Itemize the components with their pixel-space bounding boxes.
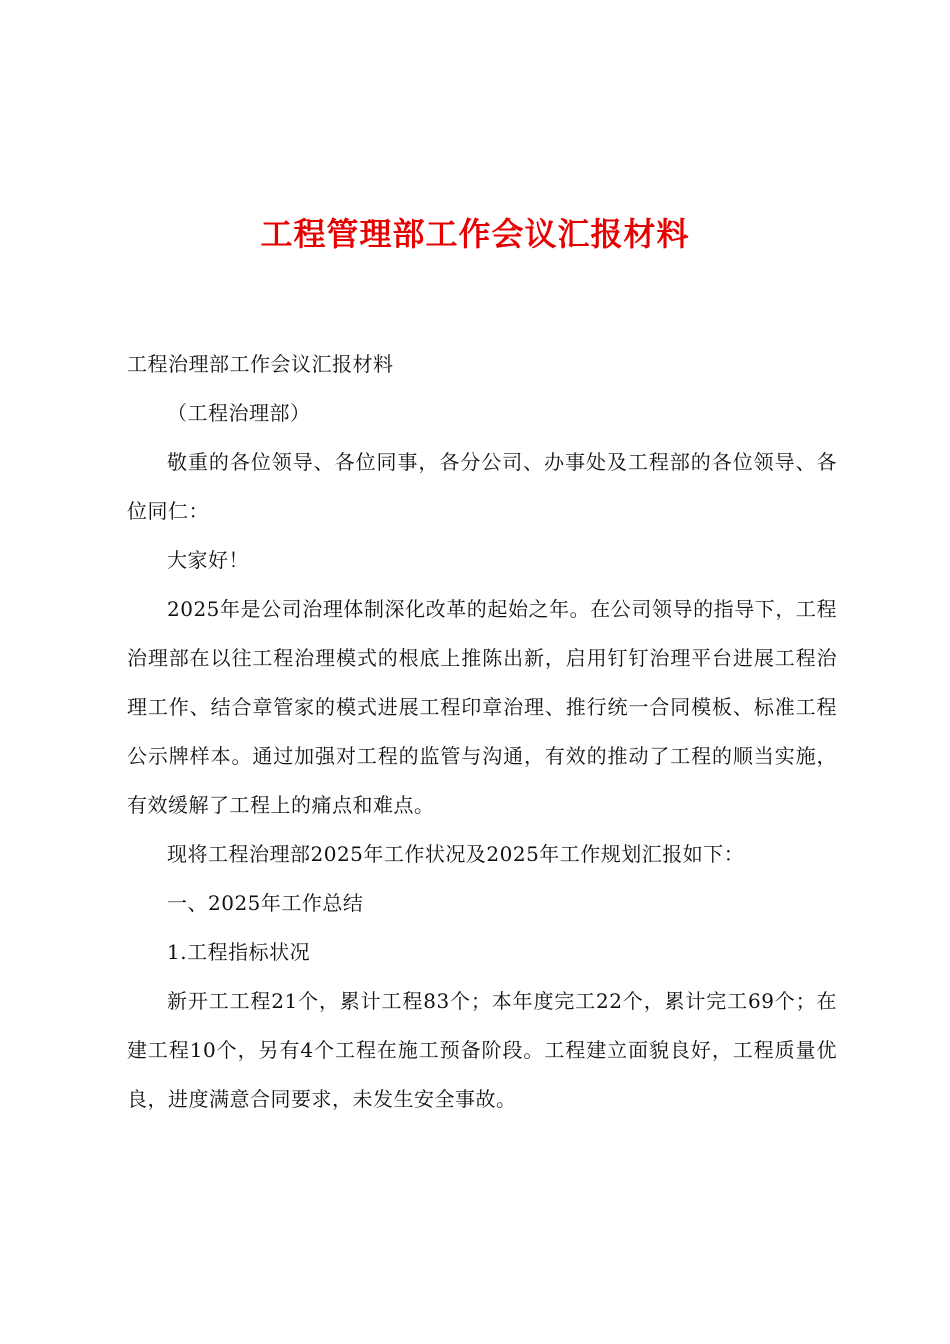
paragraph-greeting: 大家好！ (167, 548, 249, 572)
document-body (127, 340, 837, 1124)
paragraph-intro: 2025年是公司治理体制深化改革的起始之年。在公司领导的指导下，工程治理部在以往工程治理模式的根底上推陈出新，启用钉钉治理平台进展工程治理工作、结合章管家的模式进展工程印章治理、推行统一合同模板、标准工程公示牌样本。通过加强对工程的监管与沟通，有效的推动了工程的顺当实施，有效缓解了工程上的痛点和难点。 (127, 597, 837, 817)
paragraph-department: （工程治理部） (167, 401, 311, 425)
paragraph-subtitle: 工程治理部工作会议汇报材料 (127, 352, 394, 376)
paragraph-salutation: 敬重的各位领导、各位同事，各分公司、办事处及工程部的各位领导、各位同仁： (127, 450, 837, 523)
subsection-heading: 1.工程指标状况 (167, 940, 311, 964)
section-heading: 一、2025年工作总结 (167, 891, 364, 915)
document-title: 工程管理部工作会议汇报材料 (260, 215, 690, 253)
paragraph-report-lead: 现将工程治理部2025年工作状况及2025年工作规划汇报如下： (167, 842, 745, 866)
paragraph-indicators: 新开工工程21个，累计工程83个；本年度完工22个，累计完工69个；在建工程10个，另有4个工程在施工预备阶段。工程建立面貌良好，工程质量优良，进度满意合同要求，未发生安全事故。 (127, 989, 837, 1111)
